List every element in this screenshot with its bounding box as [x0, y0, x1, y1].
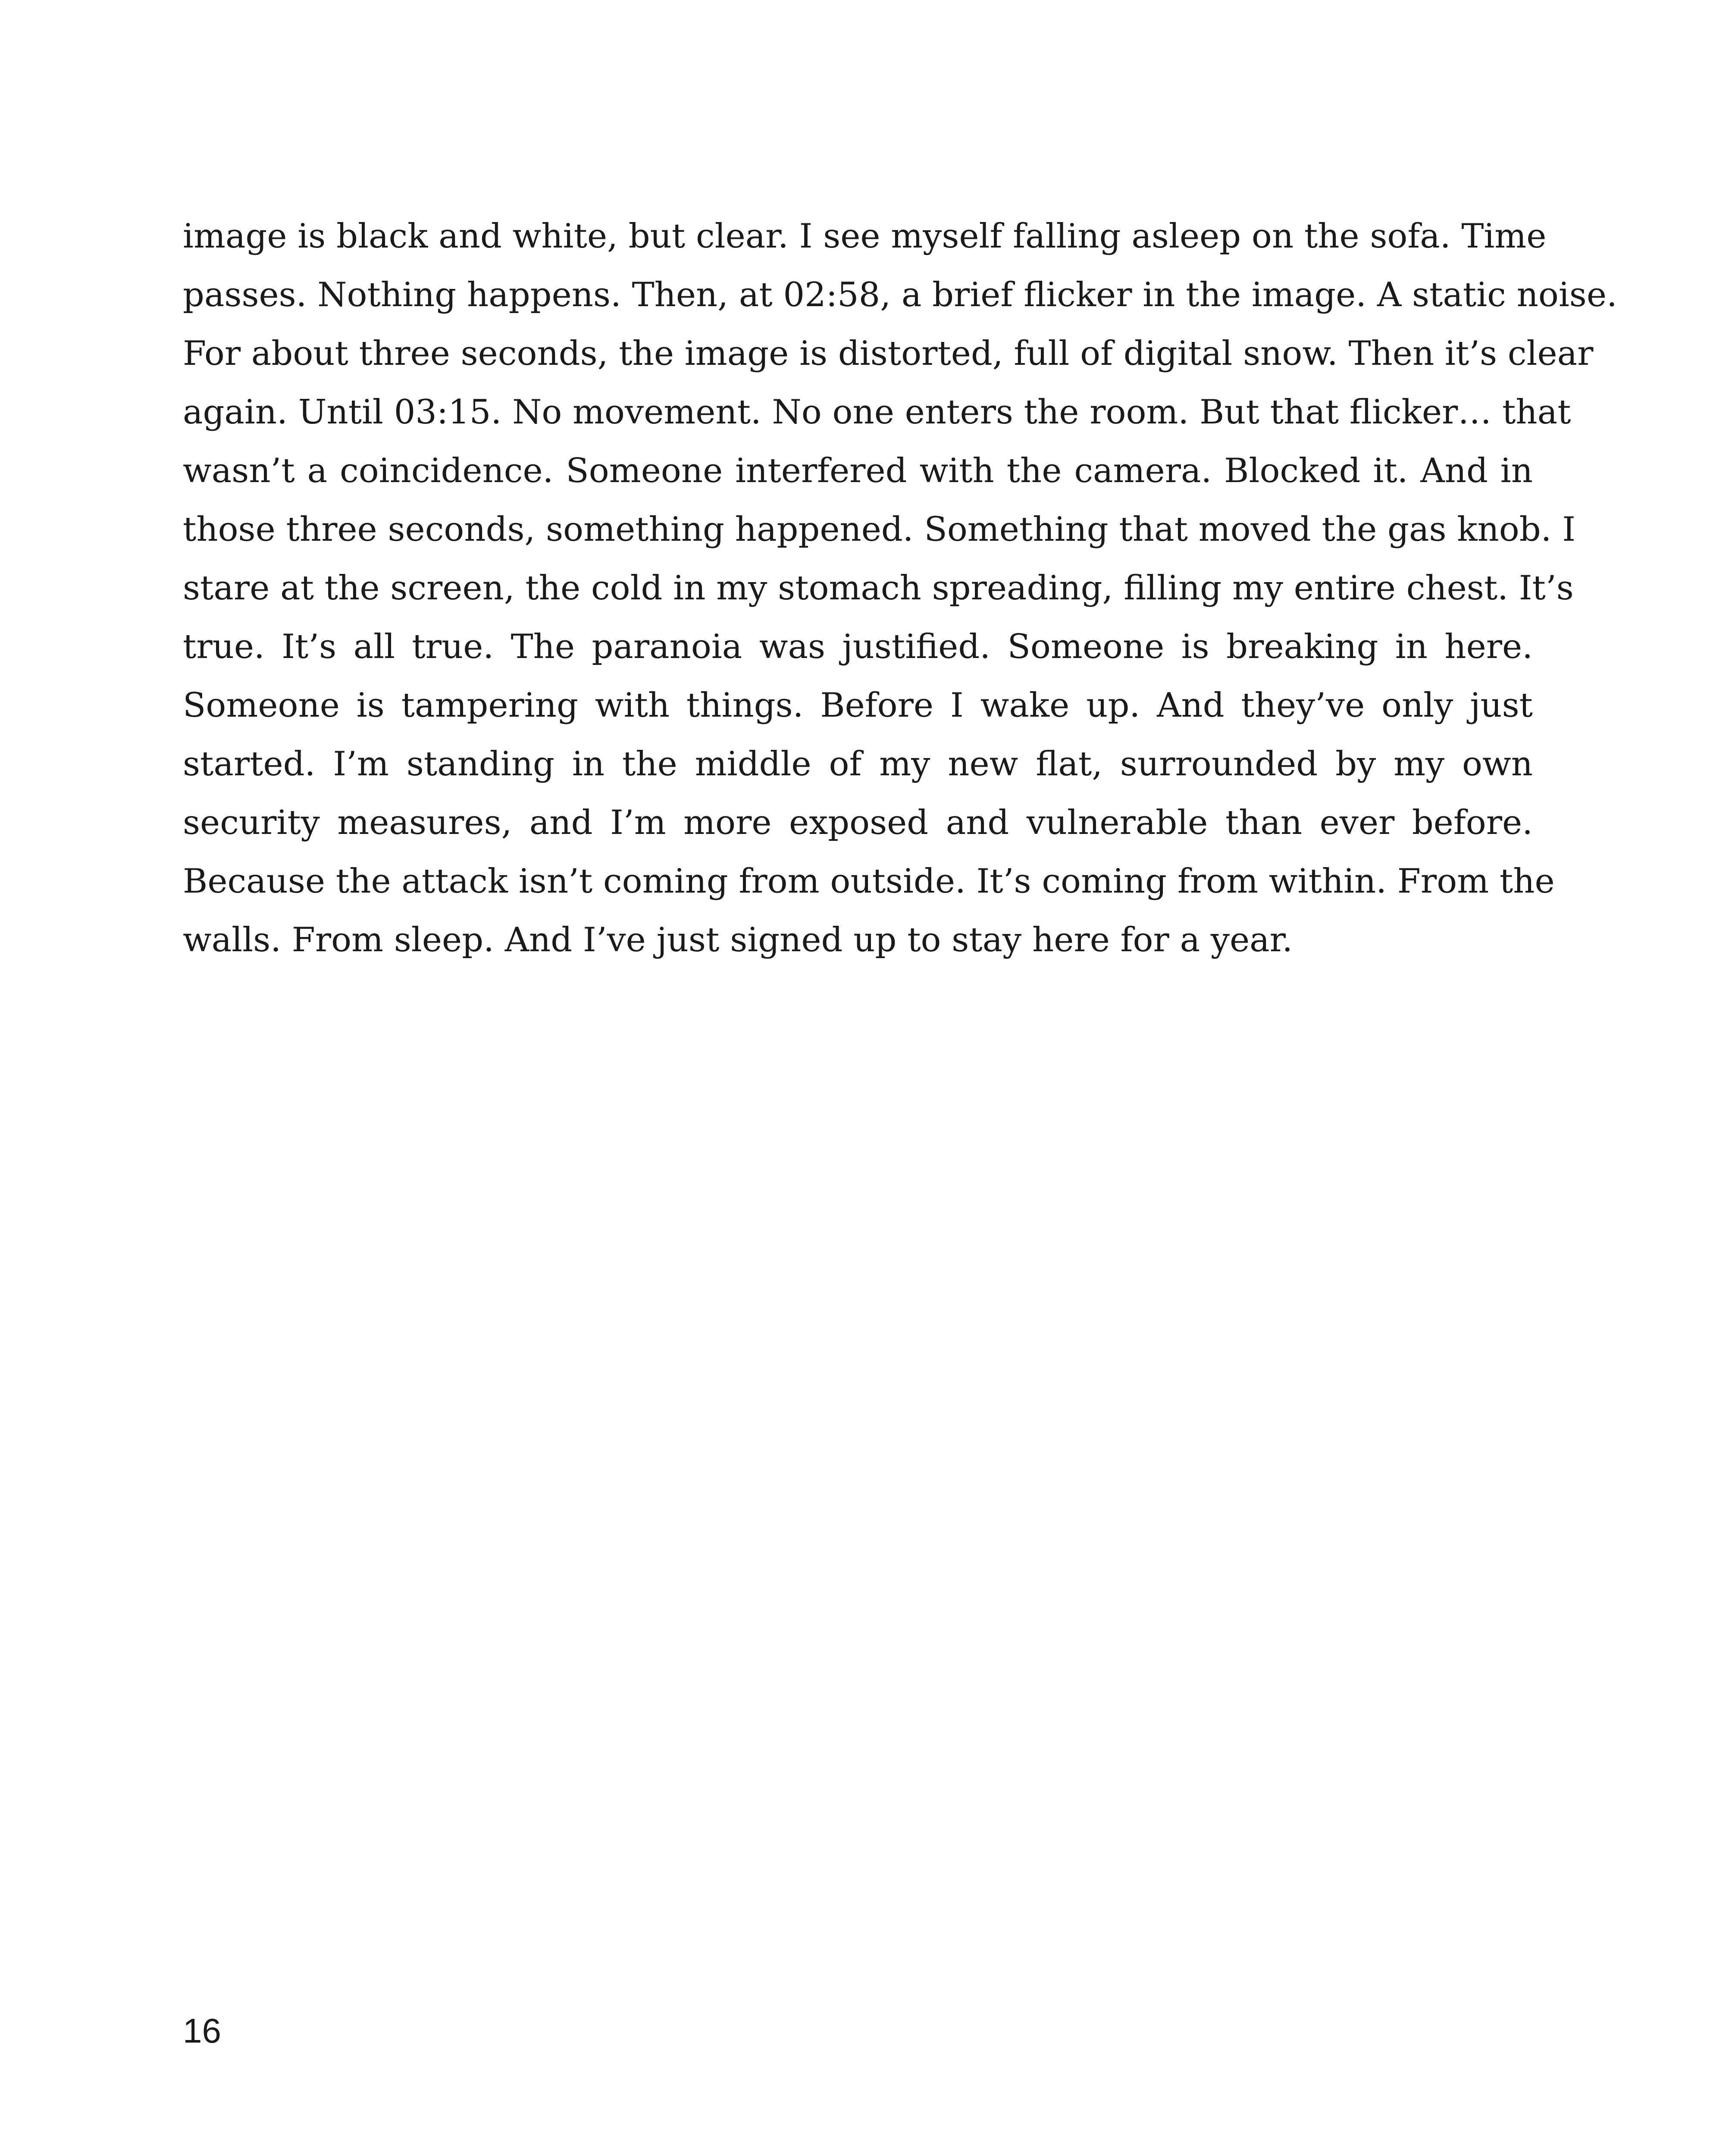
paragraph-line: passes. Nothing happens. Then, at 02:58, a brief flicker in the image. A static noise.: [183, 276, 1617, 314]
paragraph-line: again. Until 03:15. No movement. No one enters the room. But that flicker… that: [183, 393, 1571, 432]
paragraph-line: image is black and white, but clear. I see myself falling asleep on the sofa. Time: [183, 217, 1547, 256]
paragraph-line: those three seconds, something happened. Something that moved the gas knob. I: [183, 510, 1576, 549]
paragraph-line: Someone is tampering with things. Before I wake up. And they’ve only just: [183, 686, 1533, 725]
paragraph-line: Because the attack isn’t coming from outside. It’s coming from within. From the: [183, 862, 1555, 901]
body-paragraph: [183, 207, 1617, 969]
paragraph-line: started. I’m standing in the middle of my new flat, surrounded by my own: [183, 745, 1533, 783]
paragraph-line: walls. From sleep. And I’ve just signed up to stay here for a year.: [183, 921, 1293, 959]
paragraph-line: true. It’s all true. The paranoia was justified. Someone is breaking in here.: [183, 627, 1533, 666]
page-number: 16: [183, 2012, 221, 2050]
paragraph-line: wasn’t a coincidence. Someone interfered with the camera. Blocked it. And in: [183, 451, 1533, 490]
paragraph-line: For about three seconds, the image is distorted, full of digital snow. Then it’s clear: [183, 334, 1594, 373]
paragraph-line: security measures, and I’m more exposed and vulnerable than ever before.: [183, 803, 1533, 842]
paragraph-line: stare at the screen, the cold in my stomach spreading, filling my entire chest. It’s: [183, 569, 1574, 608]
